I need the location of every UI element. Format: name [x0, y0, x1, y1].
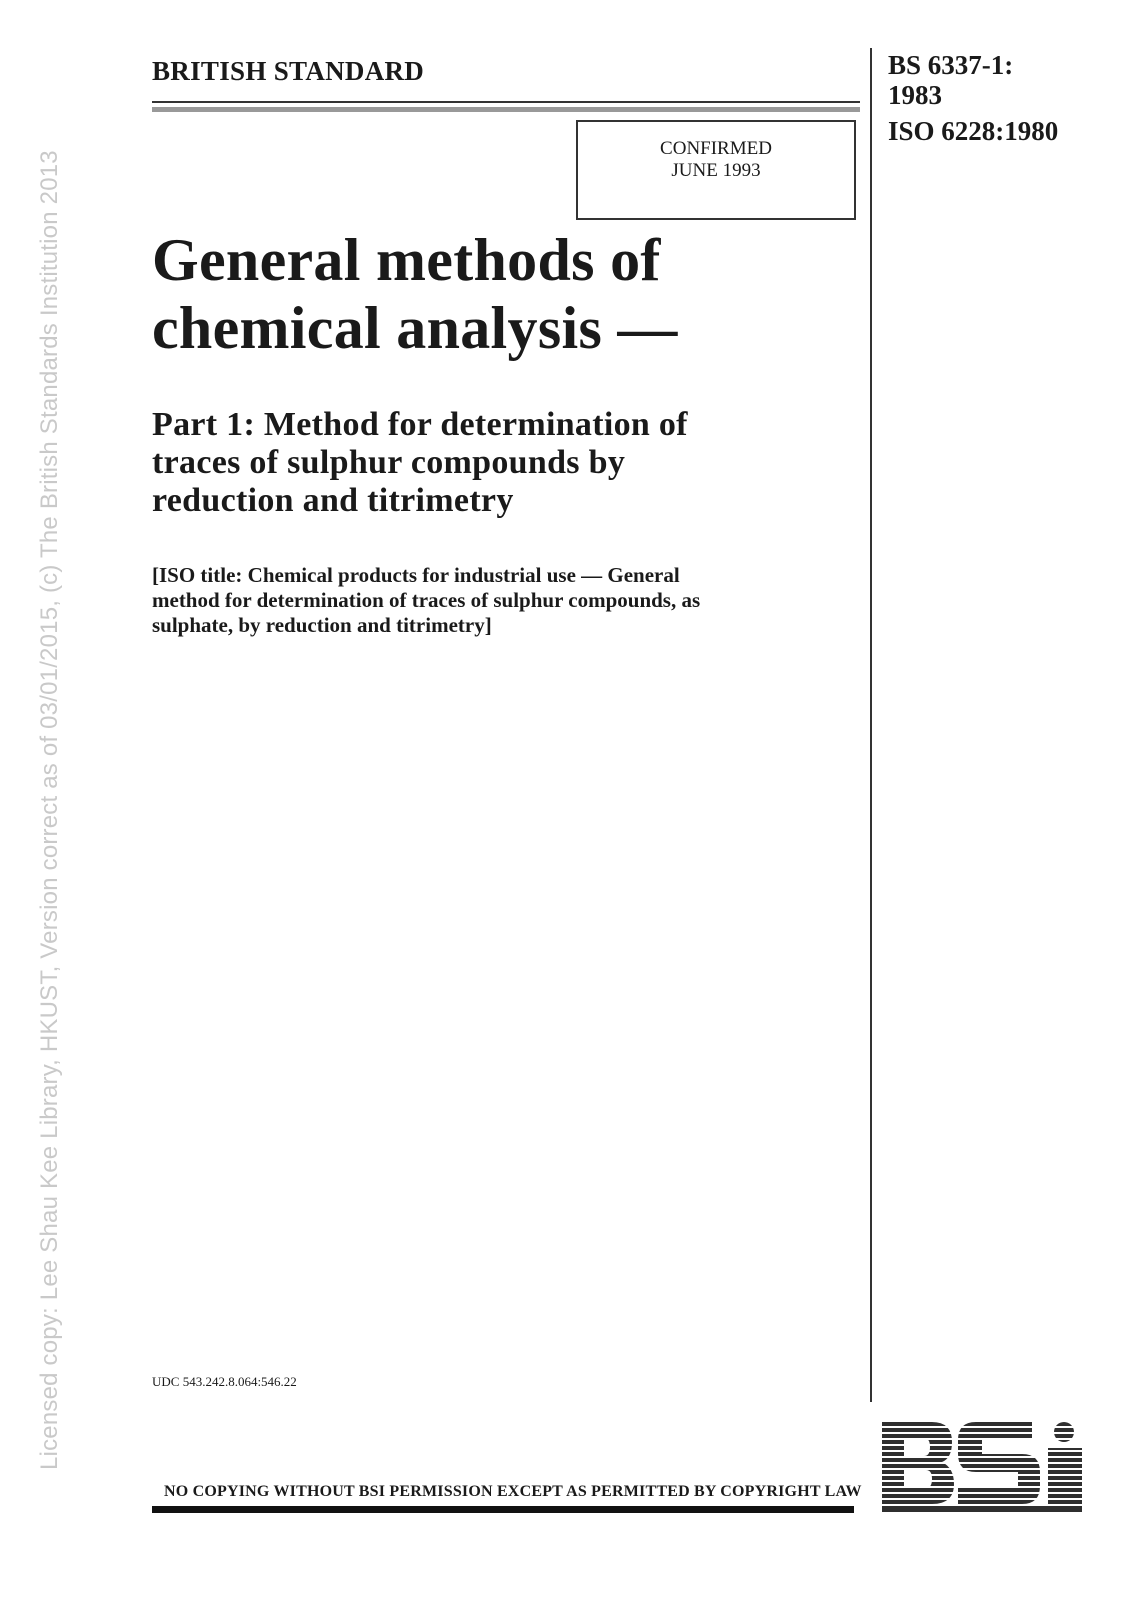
iso-title-line2: method for determination of traces of sulphur compounds, as — [152, 588, 701, 612]
part-title-line1: Part 1: Method for determination of — [152, 406, 688, 443]
main-title-line2: chemical analysis — — [152, 295, 678, 361]
footer-rule — [152, 1506, 854, 1513]
bsi-logo-icon — [882, 1422, 1082, 1512]
british-standard-label: BRITISH STANDARD — [152, 56, 425, 86]
confirmed-label: CONFIRMED — [660, 138, 772, 159]
bs-number-line2: 1983 — [888, 80, 942, 110]
iso-title — [152, 563, 852, 638]
copyright-notice: NO COPYING WITHOUT BSI PERMISSION EXCEPT AS PERMITTED BY COPYRIGHT LAW — [164, 1483, 862, 1500]
standard-numbers — [888, 50, 1058, 146]
header-rule-thick — [152, 107, 860, 112]
part-title-line2: traces of sulphur compounds by — [152, 444, 626, 481]
vertical-divider — [870, 48, 872, 1402]
header-rule-thin — [152, 101, 860, 103]
iso-title-line3: sulphate, by reduction and titrimetry] — [152, 613, 492, 637]
part-title — [152, 406, 852, 520]
udc-code: UDC 543.242.8.064:546.22 — [152, 1374, 297, 1389]
iso-number: ISO 6228:1980 — [888, 116, 1059, 146]
iso-title-line1: [ISO title: Chemical products for industrial use — General — [152, 563, 680, 587]
part-title-line3: reduction and titrimetry — [152, 482, 514, 519]
main-title-line1: General methods of — [152, 227, 661, 293]
confirmed-box — [576, 120, 856, 220]
license-watermark: Licensed copy: Lee Shau Kee Library, HKUST, Version correct as of 03/01/2015, (c) The British Standards Institution 2013 — [36, 150, 63, 1470]
confirmed-date: JUNE 1993 — [671, 160, 761, 181]
bs-number-line1: BS 6337-1: — [888, 50, 1014, 80]
main-title — [152, 226, 852, 362]
